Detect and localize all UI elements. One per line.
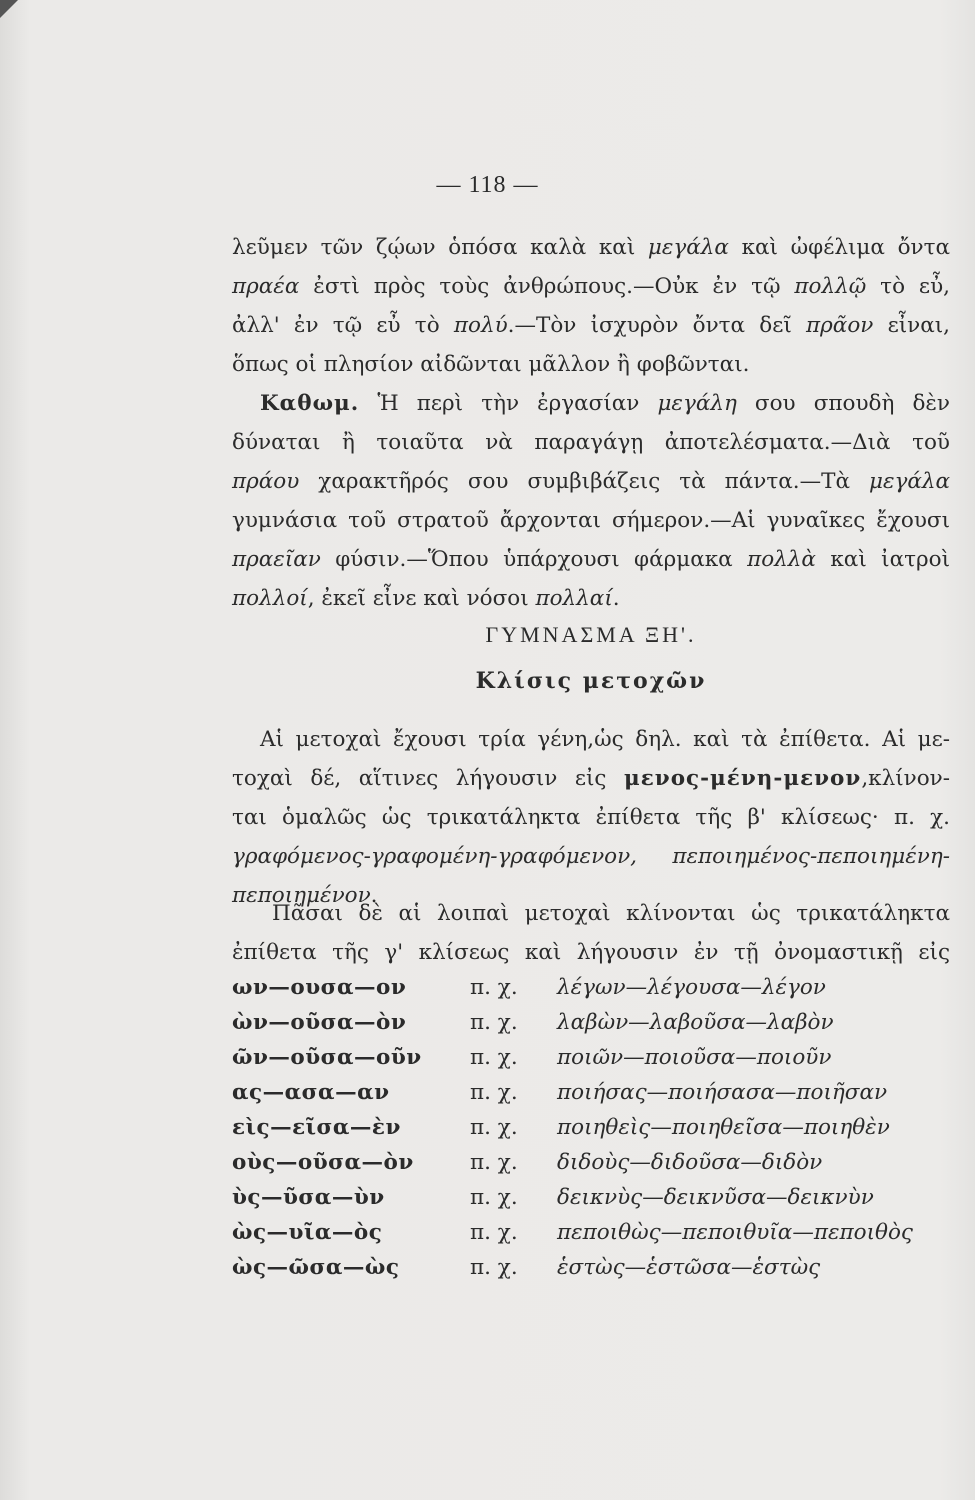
text-line	[232, 798, 950, 837]
participle-ending: οὺς—οῦσα—ὸν	[232, 1150, 414, 1175]
ending-row	[232, 1110, 950, 1145]
italic-word: μεγάλα	[647, 235, 729, 260]
paragraph-2	[232, 384, 950, 618]
text-run: καὶ ὠφέλιμα ὄντα	[728, 235, 950, 260]
text-line	[232, 462, 950, 501]
italic-word: πολλαί	[535, 586, 613, 611]
italic-word: πεποιημένος-πεποιημένη-	[672, 844, 950, 869]
text-line	[232, 384, 950, 423]
text-run: ἀλλ' ἐν τῷ εὖ τὸ	[232, 313, 454, 338]
ending-row	[232, 1250, 950, 1285]
example-abbreviation: π. χ.	[470, 1255, 518, 1280]
text-run: .—Τὸν ἰσχυρὸν ὄντα δεῖ	[507, 313, 807, 338]
ending-row	[232, 1075, 950, 1110]
italic-word: πολλὰ	[747, 547, 816, 572]
exercise-subheading: Κλίσις μετοχῶν	[475, 668, 707, 694]
italic-word: πολλῷ	[794, 274, 867, 299]
participle-ending: ὺς—ῦσα—ὺν	[232, 1185, 385, 1210]
page-number: — 118 —	[436, 172, 539, 198]
participle-example: δεικνὺς—δεικνῦσα—δεικνὺν	[557, 1185, 874, 1210]
text-run: τὸ εὖ,	[866, 274, 950, 299]
text-run: ἐπίθετα τῆς γ' κλίσεως καὶ λήγουσιν ἐν τῇ ὀνομαστικῇ εἰς	[232, 940, 950, 965]
text-run: , ἐκεῖ εἶνε καὶ νόσοι	[307, 586, 536, 611]
endings-table	[232, 970, 950, 1285]
ending-row	[232, 1145, 950, 1180]
participle-example: ποιήσας—ποιήσασα—ποιῆσαν	[557, 1080, 888, 1105]
exercise-heading: ΓΥΜΝΑΣΜΑ ΞΗ'.	[485, 622, 697, 647]
italic-word: πραεῖαν	[232, 547, 321, 572]
text-run: τοχαὶ δέ, αἵτινες λήγουσιν εἰς	[232, 766, 624, 791]
text-run: .	[370, 883, 378, 908]
example-abbreviation: π. χ.	[470, 1045, 518, 1070]
text-line	[232, 759, 950, 798]
participle-ending: ὼς—ῶσα—ὼς	[232, 1255, 400, 1280]
participle-ending: ὼς—υῖα—ὸς	[232, 1220, 383, 1245]
text-line	[232, 894, 950, 933]
italic-word: πραέα	[232, 274, 300, 299]
italic-word: πολύ	[453, 313, 508, 338]
text-run: δύναται ἢ τοιαῦτα νὰ παραγάγῃ ἀποτελέσματα.—Διὰ τοῦ	[232, 430, 950, 455]
participle-example: ποιῶν—ποιοῦσα—ποιοῦν	[557, 1045, 832, 1070]
example-abbreviation: π. χ.	[470, 1010, 518, 1035]
text-line	[232, 501, 950, 540]
participle-example: ἑστὼς—ἑστῶσα—ἑστὼς	[557, 1255, 821, 1280]
text-run: φύσιν.—Ὅπου ὑπάρχουσι φάρμακα	[320, 547, 748, 572]
page-corner-mark	[0, 0, 18, 18]
participle-example: πεποιθὼς—πεποιθυῖα—πεποιθὸς	[557, 1220, 913, 1245]
italic-word: πρᾶον	[806, 313, 874, 338]
italic-word: μεγάλα	[868, 469, 950, 494]
text-run: χαρακτῆρός σου συμβιβάζεις τὰ πάντα.—Τὰ	[299, 469, 869, 494]
example-abbreviation: π. χ.	[470, 975, 518, 1000]
text-run: Ἡ περὶ τὴν ἐργασίαν	[359, 391, 658, 416]
italic-word: μεγάλη	[657, 391, 737, 416]
participle-example: λαβὼν—λαβοῦσα—λαβὸν	[557, 1010, 834, 1035]
italic-word: πράου	[232, 469, 300, 494]
participle-ending: ας—ασα—αν	[232, 1080, 390, 1105]
italic-word: πολλοί	[232, 586, 308, 611]
italic-word: πεποιημένον	[232, 883, 371, 908]
text-run: Πᾶσαι δὲ αἱ λοιπαὶ μετοχαὶ κλίνονται ὡς τρικατάληκτα	[272, 901, 950, 926]
participle-ending: ων—ουσα—ον	[232, 975, 407, 1000]
text-run: ἐστὶ πρὸς τοὺς ἀνθρώπους.—Οὐκ ἐν τῷ	[299, 274, 795, 299]
italic-word: γραφόμενος-γραφομένη-γραφόμενον,	[232, 844, 638, 869]
text-line	[232, 228, 950, 267]
ending-row	[232, 970, 950, 1005]
participle-ending: εὶς—εῖσα—ὲν	[232, 1115, 401, 1140]
text-run: ,κλίνον-	[861, 766, 950, 791]
bold-term: μενος-μένη-μενον	[623, 766, 862, 791]
participle-ending: ῶν—οῦσα—οῦν	[232, 1045, 422, 1070]
participle-example: διδοὺς—διδοῦσα—διδὸν	[557, 1150, 823, 1175]
text-line	[232, 933, 950, 972]
paragraph-3	[232, 720, 950, 915]
paragraph-4	[232, 894, 950, 972]
text-run: καὶ ἰατροὶ	[815, 547, 950, 572]
ending-row	[232, 1005, 950, 1040]
text-run: Αἱ μετοχαὶ ἔχουσι τρία γένη,ὡς δηλ. καὶ τὰ ἐπίθετα. Αἱ με-	[260, 727, 950, 752]
example-abbreviation: π. χ.	[470, 1080, 518, 1105]
participle-example: λέγων—λέγουσα—λέγον	[557, 975, 826, 1000]
text-line	[232, 267, 950, 306]
participle-example: ποιηθεὶς—ποιηθεῖσα—ποιηθὲν	[557, 1115, 890, 1140]
text-line	[232, 540, 950, 579]
text-line	[232, 306, 950, 345]
text-run	[637, 844, 672, 869]
text-run: γυμνάσια τοῦ στρατοῦ ἄρχονται σήμερον.—Αἱ γυναῖκες ἔχουσι	[232, 508, 950, 533]
example-abbreviation: π. χ.	[470, 1115, 518, 1140]
ending-row	[232, 1180, 950, 1215]
example-abbreviation: π. χ.	[470, 1220, 518, 1245]
paragraph-1	[232, 228, 950, 384]
text-run: .	[612, 586, 620, 611]
example-abbreviation: π. χ.	[470, 1185, 518, 1210]
text-run: λεῦμεν τῶν ζῴων ὁπόσα καλὰ καὶ	[232, 235, 648, 260]
text-run: ται ὁμαλῶς ὡς τρικατάληκτα ἐπίθετα τῆς β' κλίσεως· π. χ.	[232, 805, 950, 830]
text-run: σου σπουδὴ δὲν	[736, 391, 950, 416]
ending-row	[232, 1040, 950, 1075]
text-line	[232, 720, 950, 759]
text-line	[232, 837, 950, 876]
ending-row	[232, 1215, 950, 1250]
text-run: ὅπως οἱ πλησίον αἰδῶνται μᾶλλον ἢ φοβῶνται.	[232, 352, 750, 377]
example-abbreviation: π. χ.	[470, 1150, 518, 1175]
text-line	[232, 423, 950, 462]
bold-term: Καθωμ.	[260, 391, 360, 416]
participle-ending: ὼν—οῦσα—ὸν	[232, 1010, 407, 1035]
text-run: εἶναι,	[873, 313, 950, 338]
text-line	[232, 345, 950, 384]
